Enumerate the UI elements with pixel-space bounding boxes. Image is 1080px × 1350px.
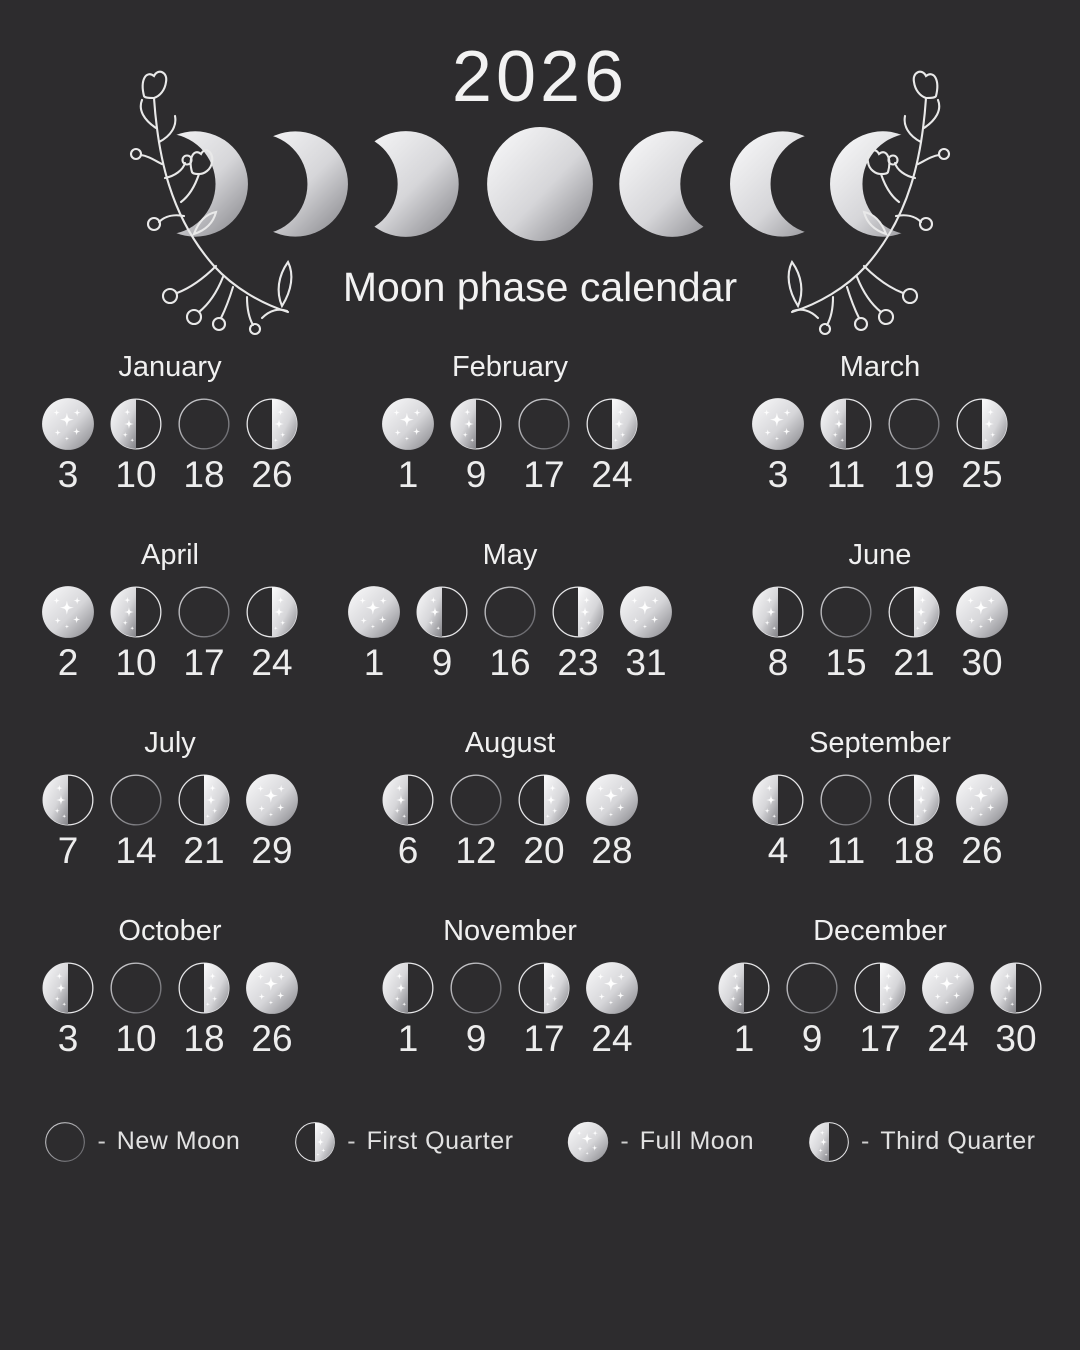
third-quarter-icon: [751, 585, 805, 639]
full-moon-icon: [347, 585, 401, 639]
phase-day: 18: [893, 829, 935, 871]
third-quarter-icon: [717, 961, 771, 1015]
phase-cell: [750, 585, 806, 681]
month-name: October: [118, 914, 222, 947]
phase-day: 18: [183, 453, 225, 495]
month-name: June: [848, 538, 912, 571]
header: [0, 0, 1080, 311]
phase-day: 30: [961, 641, 1003, 683]
phase-cell: [516, 961, 572, 1057]
phase-cell: [516, 773, 572, 869]
phase-day: 26: [251, 453, 293, 495]
phase-cell: [380, 397, 436, 493]
phase-cell: [954, 773, 1010, 869]
phase-cell: [482, 585, 538, 681]
month-december: [680, 915, 1080, 1057]
phase-day: 18: [183, 1017, 225, 1059]
phase-day: 24: [251, 641, 293, 683]
full-moon-icon: [619, 585, 673, 639]
legend-label: Full Moon: [639, 1127, 755, 1156]
phase-row: [340, 961, 680, 1057]
full-moon-icon: [585, 961, 639, 1015]
first-quarter-icon: [245, 585, 299, 639]
phase-cell: [108, 397, 164, 493]
phase-day: 21: [893, 641, 935, 683]
phase-cell: [550, 585, 606, 681]
month-september: [680, 727, 1080, 869]
first-quarter-icon: [551, 585, 605, 639]
first-quarter-icon: [245, 397, 299, 451]
phase-cell: [414, 585, 470, 681]
phase-cell: [176, 585, 232, 681]
first-quarter-icon: [177, 961, 231, 1015]
third-quarter-icon: [41, 961, 95, 1015]
month-february: [340, 351, 680, 493]
phase-day: 3: [767, 453, 789, 495]
phase-cell: [108, 773, 164, 869]
phase-cell: [40, 397, 96, 493]
phase-day: 26: [251, 1017, 293, 1059]
phase-day: 14: [115, 829, 157, 871]
phase-day: 1: [733, 1017, 755, 1059]
third-quarter-icon: [109, 585, 163, 639]
phase-day: 6: [397, 829, 419, 871]
phase-day: 17: [523, 453, 565, 495]
phase-cell: [108, 961, 164, 1057]
phase-cell: [176, 397, 232, 493]
phase-day: 11: [826, 829, 866, 871]
phase-cell: [584, 397, 640, 493]
phase-cell: [750, 397, 806, 493]
phase-row: [0, 961, 340, 1057]
new-moon-icon: [819, 773, 873, 827]
phase-cell: [244, 773, 300, 869]
month-may: [340, 539, 680, 681]
first-quarter-icon: [517, 961, 571, 1015]
legend-separator: -: [347, 1127, 356, 1156]
new-moon-icon: [785, 961, 839, 1015]
phase-day: 24: [927, 1017, 969, 1059]
third-quarter-icon: [989, 961, 1043, 1015]
phase-cell: [886, 585, 942, 681]
phase-cell: [584, 961, 640, 1057]
phase-day: 23: [557, 641, 599, 683]
floral-decoration-left: [66, 66, 306, 336]
month-name: November: [443, 914, 577, 947]
month-august: [340, 727, 680, 869]
full-moon-icon: [585, 773, 639, 827]
phase-row: [340, 585, 680, 681]
new-moon-icon: [819, 585, 873, 639]
phase-cell: [40, 585, 96, 681]
phase-day: 30: [995, 1017, 1037, 1059]
third-quarter-icon: [449, 397, 503, 451]
full-moon-icon: [381, 397, 435, 451]
phase-day: 24: [591, 453, 633, 495]
new-moon-icon: [517, 397, 571, 451]
phase-cell: [176, 961, 232, 1057]
phase-day: 4: [767, 829, 789, 871]
full-moon-icon: [245, 961, 299, 1015]
phase-day: 9: [465, 453, 487, 495]
phase-cell: [176, 773, 232, 869]
legend-label: Third Quarter: [880, 1127, 1036, 1156]
phase-cell: [244, 397, 300, 493]
months-grid: [0, 351, 1080, 1057]
phase-row: [340, 397, 680, 493]
full-moon-icon: [751, 397, 805, 451]
phase-day: 1: [397, 1017, 419, 1059]
first-quarter-icon: [887, 773, 941, 827]
phase-legend: [0, 1121, 1080, 1163]
month-name: May: [482, 538, 538, 571]
phase-cell: [954, 397, 1010, 493]
phase-day: 9: [465, 1017, 487, 1059]
legend-separator: -: [861, 1127, 870, 1156]
phase-row: [680, 961, 1080, 1057]
phase-cell: [988, 961, 1044, 1057]
phase-day: 10: [115, 641, 157, 683]
phase-cell: [244, 585, 300, 681]
phase-row: [0, 773, 340, 869]
month-name: September: [809, 726, 951, 759]
phase-cell: [516, 397, 572, 493]
phase-day: 2: [57, 641, 79, 683]
new-moon-icon: [177, 397, 231, 451]
legend-item-new: [44, 1121, 240, 1163]
month-name: March: [839, 350, 921, 383]
phase-day: 28: [591, 829, 633, 871]
month-name: August: [464, 726, 556, 759]
full-moon-icon: [955, 585, 1009, 639]
phase-cell: [380, 961, 436, 1057]
phase-row: [340, 773, 680, 869]
full-moon-icon: [41, 397, 95, 451]
month-october: [0, 915, 340, 1057]
phase-day: 17: [523, 1017, 565, 1059]
third-quarter-icon: [751, 773, 805, 827]
phase-cell: [716, 961, 772, 1057]
month-march: [680, 351, 1080, 493]
waning-gibbous-icon: [617, 125, 708, 243]
first-quarter-icon: [887, 585, 941, 639]
phase-cell: [784, 961, 840, 1057]
first-quarter-icon: [177, 773, 231, 827]
first-quarter-icon: [517, 773, 571, 827]
third-quarter-icon: [41, 773, 95, 827]
month-name: December: [813, 914, 947, 947]
phase-cell: [886, 397, 942, 493]
month-name: April: [140, 538, 199, 571]
phase-day: 1: [397, 453, 419, 495]
phase-cell: [108, 585, 164, 681]
new-moon-icon: [109, 961, 163, 1015]
phase-cell: [40, 773, 96, 869]
phase-cell: [448, 961, 504, 1057]
phase-row: [0, 397, 340, 493]
phase-day: 9: [801, 1017, 823, 1059]
legend-label: First Quarter: [366, 1127, 514, 1156]
phase-cell: [448, 773, 504, 869]
phase-day: 17: [859, 1017, 901, 1059]
month-july: [0, 727, 340, 869]
phase-day: 1: [363, 641, 385, 683]
waxing-gibbous-icon: [372, 125, 463, 243]
full-moon-icon: [41, 585, 95, 639]
phase-cell: [40, 961, 96, 1057]
legend-item-first: [294, 1121, 513, 1163]
phase-day: 17: [183, 641, 225, 683]
new-moon-icon: [109, 773, 163, 827]
first-quarter-icon: [294, 1121, 336, 1163]
phase-day: 7: [57, 829, 79, 871]
new-moon-icon: [483, 585, 537, 639]
month-name: January: [118, 350, 222, 383]
full-moon-icon: [245, 773, 299, 827]
phase-day: 29: [251, 829, 293, 871]
phase-cell: [618, 585, 674, 681]
phase-day: 15: [825, 641, 867, 683]
phase-cell: [818, 773, 874, 869]
phase-day: 8: [767, 641, 789, 683]
floral-decoration-right: [774, 66, 1014, 336]
phase-day: 10: [115, 453, 157, 495]
full-moon-icon: [955, 773, 1009, 827]
phase-cell: [886, 773, 942, 869]
legend-separator: -: [97, 1127, 106, 1156]
phase-cell: [244, 961, 300, 1057]
phase-day: 10: [115, 1017, 157, 1059]
month-june: [680, 539, 1080, 681]
phase-cell: [920, 961, 976, 1057]
third-quarter-icon: [819, 397, 873, 451]
phase-day: 12: [455, 829, 497, 871]
first-quarter-icon: [853, 961, 907, 1015]
phase-cell: [584, 773, 640, 869]
phase-cell: [852, 961, 908, 1057]
month-november: [340, 915, 680, 1057]
phase-cell: [448, 397, 504, 493]
phase-day: 24: [591, 1017, 633, 1059]
phase-cell: [818, 585, 874, 681]
new-moon-icon: [449, 773, 503, 827]
full-moon-icon: [483, 125, 597, 243]
phase-day: 3: [57, 453, 79, 495]
phase-cell: [954, 585, 1010, 681]
phase-day: 20: [523, 829, 565, 871]
phase-day: 16: [489, 641, 531, 683]
phase-cell: [818, 397, 874, 493]
phase-day: 9: [431, 641, 453, 683]
new-moon-icon: [177, 585, 231, 639]
phase-row: [680, 773, 1080, 869]
phase-day: 19: [893, 453, 935, 495]
phase-day: 3: [57, 1017, 79, 1059]
third-quarter-icon: [109, 397, 163, 451]
legend-label: New Moon: [116, 1127, 241, 1156]
full-moon-icon: [567, 1121, 609, 1163]
phase-day: 11: [826, 453, 866, 495]
third-quarter-icon: [381, 961, 435, 1015]
month-name: February: [451, 350, 569, 383]
legend-separator: -: [620, 1127, 629, 1156]
legend-item-third: [808, 1121, 1036, 1163]
third-quarter-icon: [808, 1121, 850, 1163]
third-quarter-icon: [415, 585, 469, 639]
new-moon-icon: [449, 961, 503, 1015]
month-april: [0, 539, 340, 681]
month-name: July: [144, 726, 196, 759]
new-moon-icon: [44, 1121, 86, 1163]
phase-day: 21: [183, 829, 225, 871]
first-quarter-icon: [955, 397, 1009, 451]
phase-row: [680, 585, 1080, 681]
phase-row: [0, 585, 340, 681]
phase-cell: [750, 773, 806, 869]
first-quarter-icon: [585, 397, 639, 451]
new-moon-icon: [887, 397, 941, 451]
phase-cell: [380, 773, 436, 869]
phase-day: 25: [961, 453, 1003, 495]
month-january: [0, 351, 340, 493]
phase-day: 31: [625, 641, 667, 683]
phase-day: 26: [961, 829, 1003, 871]
legend-item-full: [567, 1121, 754, 1163]
phase-cell: [346, 585, 402, 681]
page-title-year: 2026: [451, 37, 629, 117]
third-quarter-icon: [381, 773, 435, 827]
page-subtitle: Moon phase calendar: [342, 263, 738, 310]
full-moon-icon: [921, 961, 975, 1015]
phase-row: [680, 397, 1080, 493]
